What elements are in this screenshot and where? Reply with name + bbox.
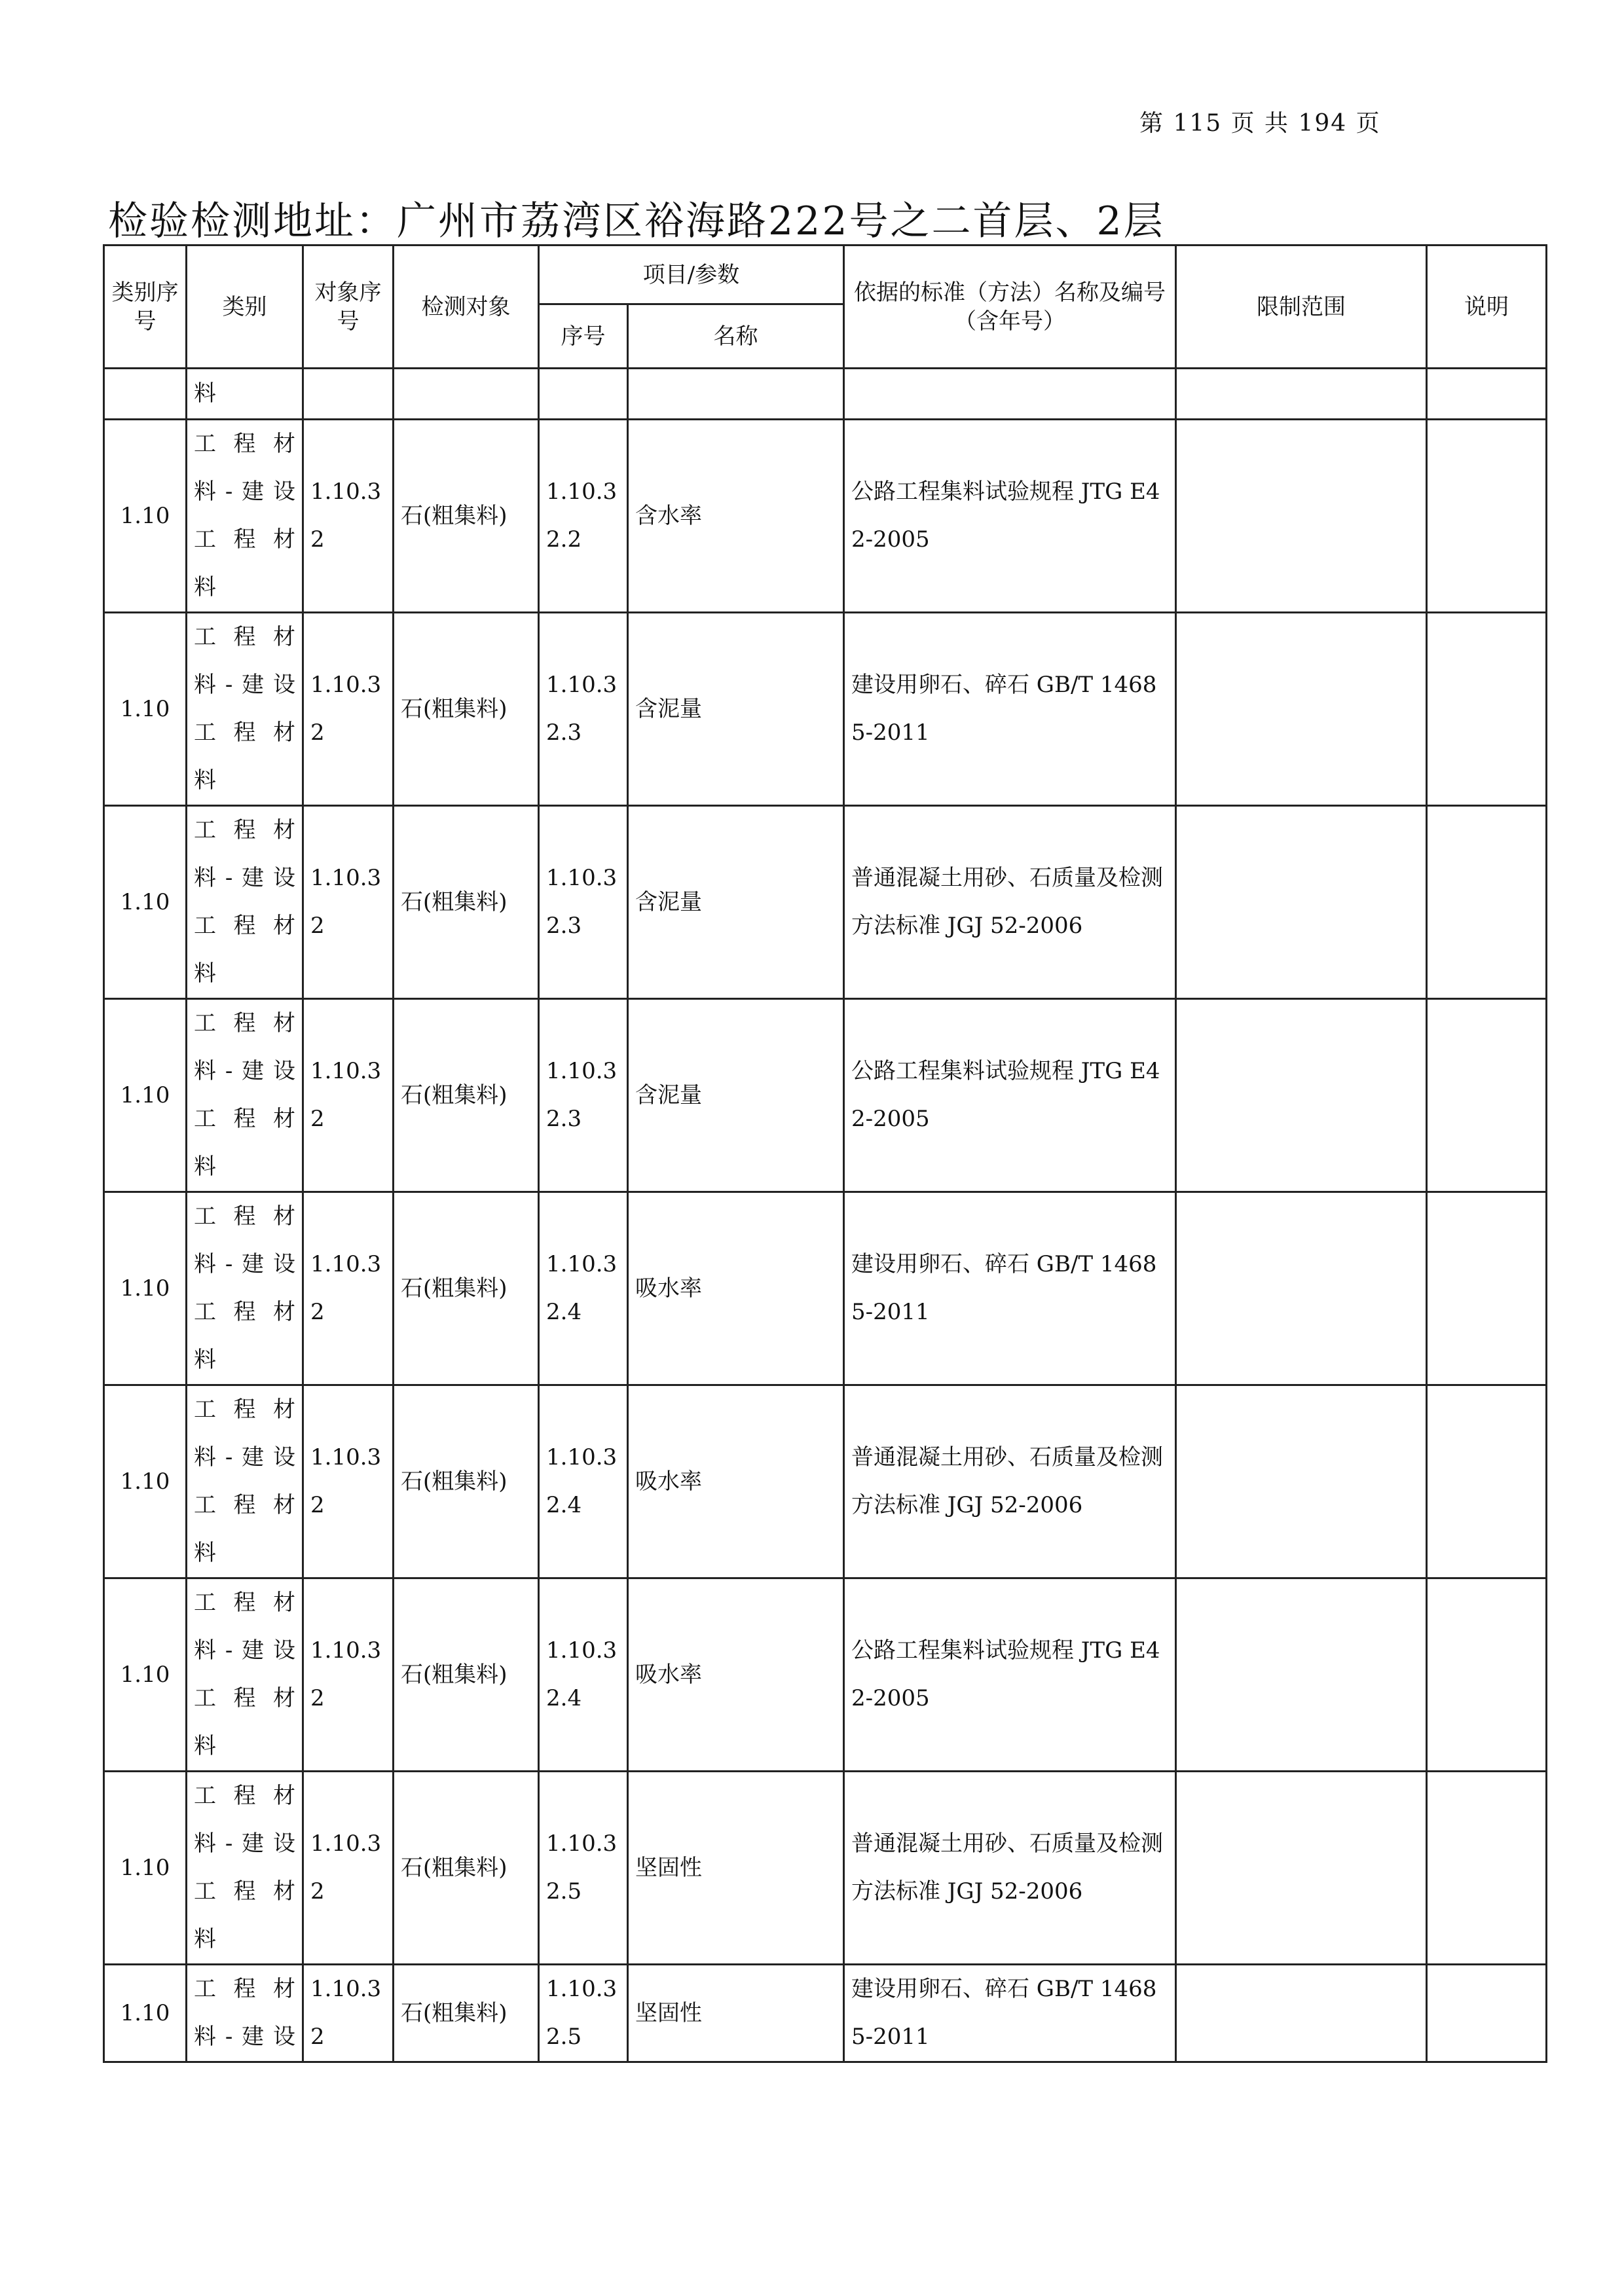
category-line: 工程材 bbox=[194, 1396, 295, 1423]
category-line: 料-建设 bbox=[194, 1251, 295, 1277]
cell-item-seq bbox=[539, 369, 628, 420]
cell-item-seq: 1.10.32.2 bbox=[539, 420, 628, 613]
table-row-continuation bbox=[104, 369, 1547, 420]
cell-category bbox=[187, 613, 303, 806]
cell-item-seq: 1.10.32.3 bbox=[539, 613, 628, 806]
cell-item-seq: 1.10.32.5 bbox=[539, 1965, 628, 2062]
col-header-object-seq: 对象序号 bbox=[303, 246, 394, 369]
cell-standard: 普通混凝土用砂、石质量及检测方法标准 JGJ 52-2006 bbox=[844, 1772, 1176, 1965]
category-line: 料-建设 bbox=[194, 2024, 295, 2050]
cell-note bbox=[1427, 1772, 1547, 1965]
cell-note bbox=[1427, 806, 1547, 999]
cell-category-seq: 1.10 bbox=[104, 999, 187, 1192]
cell-category-seq: 1.10 bbox=[104, 420, 187, 613]
cell-item-name: 含泥量 bbox=[628, 999, 844, 1192]
table-row bbox=[104, 1385, 1547, 1578]
cell-category bbox=[187, 420, 303, 613]
category-line: 料 bbox=[194, 1926, 216, 1952]
cell-object-seq: 1.10.32 bbox=[303, 999, 394, 1192]
cell-limit bbox=[1176, 613, 1427, 806]
category-line: 工程材 bbox=[194, 1492, 295, 1518]
cell-item-name: 坚固性 bbox=[628, 1965, 844, 2062]
cell-object bbox=[394, 369, 539, 420]
cell-item-seq: 1.10.32.5 bbox=[539, 1772, 628, 1965]
cell-object-seq: 1.10.32 bbox=[303, 613, 394, 806]
cell-category bbox=[187, 1772, 303, 1965]
cell-note bbox=[1427, 999, 1547, 1192]
cell-object: 石(粗集料) bbox=[394, 1772, 539, 1965]
cell-category-seq: 1.10 bbox=[104, 1385, 187, 1578]
col-header-limit: 限制范围 bbox=[1176, 246, 1427, 369]
cell-note bbox=[1427, 1965, 1547, 2062]
page-title: 检验检测地址：广州市荔湾区裕海路222号之二首层、2层 bbox=[108, 198, 1165, 244]
cell-object: 石(粗集料) bbox=[394, 1965, 539, 2062]
table-row bbox=[104, 420, 1547, 613]
col-header-standard: 依据的标准（方法）名称及编号（含年号） bbox=[844, 246, 1176, 369]
category-line: 料 bbox=[194, 960, 216, 987]
page-number: 第 115 页 共 194 页 bbox=[1139, 110, 1381, 137]
category-line: 工程材 bbox=[194, 1878, 295, 1904]
cell-limit bbox=[1176, 1772, 1427, 1965]
category-line: 料 bbox=[194, 767, 216, 793]
cell-category bbox=[187, 1385, 303, 1578]
cell-standard: 公路工程集料试验规程 JTG E42-2005 bbox=[844, 999, 1176, 1192]
category-line: 料-建设 bbox=[194, 1637, 295, 1664]
cell-category-seq: 1.10 bbox=[104, 806, 187, 999]
cell-object: 石(粗集料) bbox=[394, 1385, 539, 1578]
col-header-object: 检测对象 bbox=[394, 246, 539, 369]
cell-object: 石(粗集料) bbox=[394, 999, 539, 1192]
category-line: 料 bbox=[194, 1154, 216, 1180]
table-row bbox=[104, 1772, 1547, 1965]
table-row bbox=[104, 806, 1547, 999]
col-header-item-param: 项目/参数 bbox=[539, 246, 844, 304]
category-line: 工程材 bbox=[194, 720, 295, 746]
cell-object-seq: 1.10.32 bbox=[303, 1965, 394, 2062]
category-line: 工程材 bbox=[194, 1203, 295, 1230]
cell-category-seq: 1.10 bbox=[104, 1192, 187, 1385]
category-line: 料 bbox=[194, 1733, 216, 1759]
cell-object-seq: 1.10.32 bbox=[303, 1385, 394, 1578]
table-row bbox=[104, 1965, 1547, 2062]
cell-category-seq: 1.10 bbox=[104, 1772, 187, 1965]
category-line: 料-建设 bbox=[194, 1058, 295, 1084]
inspection-table bbox=[103, 244, 1547, 2063]
cell-item-seq: 1.10.32.4 bbox=[539, 1578, 628, 1772]
category-line: 料-建设 bbox=[194, 1444, 295, 1470]
cell-standard: 普通混凝土用砂、石质量及检测方法标准 JGJ 52-2006 bbox=[844, 806, 1176, 999]
cell-standard: 建设用卵石、碎石 GB/T 14685-2011 bbox=[844, 1192, 1176, 1385]
cell-note bbox=[1427, 1192, 1547, 1385]
cell-category bbox=[187, 999, 303, 1192]
cell-limit bbox=[1176, 806, 1427, 999]
col-header-category: 类别 bbox=[187, 246, 303, 369]
category-line: 工程材 bbox=[194, 1685, 295, 1711]
cell-category bbox=[187, 1965, 303, 2062]
cell-item-seq: 1.10.32.3 bbox=[539, 999, 628, 1192]
category-line: 料-建设 bbox=[194, 672, 295, 698]
col-header-category-seq: 类别序号 bbox=[104, 246, 187, 369]
category-line: 工程材 bbox=[194, 526, 295, 553]
cell-object: 石(粗集料) bbox=[394, 613, 539, 806]
category-line: 工程材 bbox=[194, 1299, 295, 1325]
category-line: 料 bbox=[194, 574, 216, 600]
col-header-note: 说明 bbox=[1427, 246, 1547, 369]
table-row bbox=[104, 1192, 1547, 1385]
cell-category: 料 bbox=[187, 369, 303, 420]
cell-limit bbox=[1176, 1192, 1427, 1385]
cell-object-seq bbox=[303, 369, 394, 420]
cell-note bbox=[1427, 1385, 1547, 1578]
cell-standard bbox=[844, 369, 1176, 420]
cell-limit bbox=[1176, 1578, 1427, 1772]
col-header-item-name: 名称 bbox=[628, 304, 844, 369]
cell-limit bbox=[1176, 1965, 1427, 2062]
cell-object-seq: 1.10.32 bbox=[303, 1578, 394, 1772]
cell-item-name: 含泥量 bbox=[628, 613, 844, 806]
cell-standard: 公路工程集料试验规程 JTG E42-2005 bbox=[844, 1578, 1176, 1772]
cell-category-seq bbox=[104, 369, 187, 420]
category-line: 工程材 bbox=[194, 1106, 295, 1132]
cell-item-name: 吸水率 bbox=[628, 1578, 844, 1772]
cell-note bbox=[1427, 1578, 1547, 1772]
cell-limit bbox=[1176, 1385, 1427, 1578]
cell-item-name: 吸水率 bbox=[628, 1192, 844, 1385]
cell-standard: 建设用卵石、碎石 GB/T 14685-2011 bbox=[844, 1965, 1176, 2062]
cell-note bbox=[1427, 420, 1547, 613]
category-line: 工程材 bbox=[194, 1010, 295, 1036]
category-line: 工程材 bbox=[194, 913, 295, 939]
cell-item-seq: 1.10.32.4 bbox=[539, 1385, 628, 1578]
cell-limit bbox=[1176, 369, 1427, 420]
category-line: 工程材 bbox=[194, 1783, 295, 1809]
category-line: 料 bbox=[194, 1540, 216, 1566]
cell-item-seq: 1.10.32.3 bbox=[539, 806, 628, 999]
cell-standard: 公路工程集料试验规程 JTG E42-2005 bbox=[844, 420, 1176, 613]
col-header-item-seq: 序号 bbox=[539, 304, 628, 369]
cell-limit bbox=[1176, 420, 1427, 613]
category-line: 料-建设 bbox=[194, 1831, 295, 1857]
table-row bbox=[104, 1578, 1547, 1772]
cell-object-seq: 1.10.32 bbox=[303, 420, 394, 613]
cell-category bbox=[187, 806, 303, 999]
category-line: 工程材 bbox=[194, 624, 295, 650]
cell-item-name bbox=[628, 369, 844, 420]
cell-category-seq: 1.10 bbox=[104, 613, 187, 806]
cell-object: 石(粗集料) bbox=[394, 1578, 539, 1772]
table-row bbox=[104, 613, 1547, 806]
category-line: 工程材 bbox=[194, 817, 295, 843]
cell-object-seq: 1.10.32 bbox=[303, 1192, 394, 1385]
cell-object-seq: 1.10.32 bbox=[303, 806, 394, 999]
category-line: 料-建设 bbox=[194, 865, 295, 891]
cell-category-seq: 1.10 bbox=[104, 1965, 187, 2062]
cell-standard: 建设用卵石、碎石 GB/T 14685-2011 bbox=[844, 613, 1176, 806]
cell-item-name: 含水率 bbox=[628, 420, 844, 613]
cell-limit bbox=[1176, 999, 1427, 1192]
cell-category bbox=[187, 1578, 303, 1772]
cell-category-seq: 1.10 bbox=[104, 1578, 187, 1772]
cell-item-name: 坚固性 bbox=[628, 1772, 844, 1965]
cell-standard: 普通混凝土用砂、石质量及检测方法标准 JGJ 52-2006 bbox=[844, 1385, 1176, 1578]
category-line: 料-建设 bbox=[194, 479, 295, 505]
category-line: 工程材 bbox=[194, 431, 295, 457]
cell-note bbox=[1427, 369, 1547, 420]
cell-item-name: 吸水率 bbox=[628, 1385, 844, 1578]
cell-item-seq: 1.10.32.4 bbox=[539, 1192, 628, 1385]
category-line: 工程材 bbox=[194, 1590, 295, 1616]
category-line: 料 bbox=[194, 1347, 216, 1373]
cell-object: 石(粗集料) bbox=[394, 1192, 539, 1385]
cell-item-name: 含泥量 bbox=[628, 806, 844, 999]
table-row bbox=[104, 999, 1547, 1192]
cell-object: 石(粗集料) bbox=[394, 806, 539, 999]
cell-note bbox=[1427, 613, 1547, 806]
category-line: 工程材 bbox=[194, 1976, 295, 2002]
cell-category bbox=[187, 1192, 303, 1385]
cell-object: 石(粗集料) bbox=[394, 420, 539, 613]
cell-object-seq: 1.10.32 bbox=[303, 1772, 394, 1965]
